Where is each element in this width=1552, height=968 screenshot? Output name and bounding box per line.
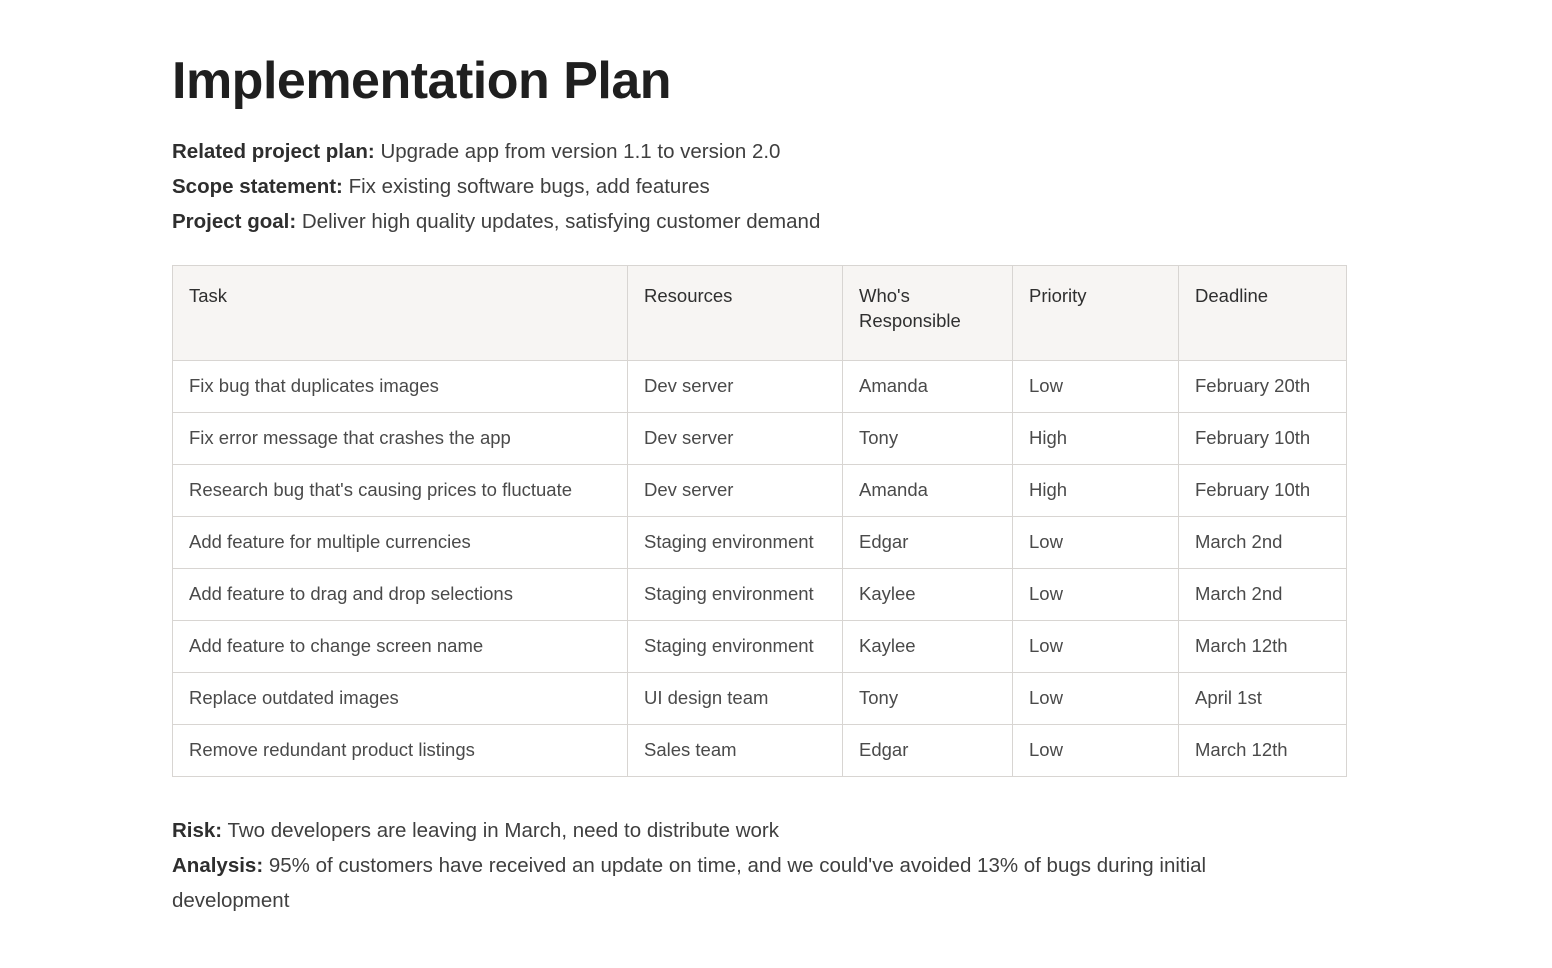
cell-resources: UI design team <box>628 672 843 724</box>
table-row <box>173 620 1347 672</box>
cell-task: Add feature to drag and drop selections <box>173 568 628 620</box>
column-header-task: Task <box>173 265 628 360</box>
meta-value: Upgrade app from version 1.1 to version 2.0 <box>380 139 781 163</box>
meta-label: Related project plan: <box>172 139 375 163</box>
cell-priority: Low <box>1013 516 1179 568</box>
table-row <box>173 724 1347 776</box>
cell-deadline: February 10th <box>1179 412 1347 464</box>
table-row <box>173 672 1347 724</box>
meta-line-project-goal <box>172 204 1372 239</box>
cell-priority: High <box>1013 464 1179 516</box>
cell-task: Fix bug that duplicates images <box>173 360 628 412</box>
meta-label: Scope statement: <box>172 174 343 198</box>
cell-priority: Low <box>1013 724 1179 776</box>
cell-task: Replace outdated images <box>173 672 628 724</box>
page-title: Implementation Plan <box>172 52 672 110</box>
table-row <box>173 360 1347 412</box>
cell-priority: Low <box>1013 360 1179 412</box>
cell-task: Remove redundant product listings <box>173 724 628 776</box>
cell-priority: Low <box>1013 672 1179 724</box>
footer-line-risk <box>172 813 1232 848</box>
cell-deadline: March 12th <box>1179 620 1347 672</box>
document-footer <box>172 813 1232 918</box>
table-row <box>173 412 1347 464</box>
cell-task: Research bug that's causing prices to fluctuate <box>173 464 628 516</box>
cell-resources: Staging environment <box>628 516 843 568</box>
cell-who-responsible: Edgar <box>843 724 1013 776</box>
table-body <box>173 360 1347 776</box>
column-header-priority: Priority <box>1013 265 1179 360</box>
cell-task: Fix error message that crashes the app <box>173 412 628 464</box>
table-header <box>173 265 1347 360</box>
table-header-row <box>173 265 1347 360</box>
cell-resources: Sales team <box>628 724 843 776</box>
footer-value: 95% of customers have received an update on time, and we could've avoided 13% of bugs during initial development <box>172 853 1207 912</box>
cell-priority: High <box>1013 412 1179 464</box>
cell-who-responsible: Amanda <box>843 464 1013 516</box>
cell-deadline: March 2nd <box>1179 516 1347 568</box>
cell-deadline: March 12th <box>1179 724 1347 776</box>
cell-task: Add feature for multiple currencies <box>173 516 628 568</box>
footer-line-analysis <box>172 848 1232 918</box>
cell-resources: Staging environment <box>628 620 843 672</box>
column-header-deadline: Deadline <box>1179 265 1347 360</box>
cell-task: Add feature to change screen name <box>173 620 628 672</box>
footer-label: Analysis: <box>172 853 264 877</box>
cell-deadline: April 1st <box>1179 672 1347 724</box>
table-row <box>173 516 1347 568</box>
cell-deadline: March 2nd <box>1179 568 1347 620</box>
cell-resources: Staging environment <box>628 568 843 620</box>
column-header-who-responsible: Who's Responsible <box>843 265 1013 360</box>
cell-who-responsible: Edgar <box>843 516 1013 568</box>
meta-line-related-project-plan <box>172 134 1372 169</box>
cell-deadline: February 20th <box>1179 360 1347 412</box>
meta-value: Deliver high quality updates, satisfying customer demand <box>301 209 821 233</box>
cell-who-responsible: Tony <box>843 412 1013 464</box>
cell-who-responsible: Kaylee <box>843 568 1013 620</box>
cell-resources: Dev server <box>628 464 843 516</box>
cell-deadline: February 10th <box>1179 464 1347 516</box>
table-row <box>173 568 1347 620</box>
meta-value: Fix existing software bugs, add features <box>348 174 710 198</box>
meta-label: Project goal: <box>172 209 297 233</box>
meta-line-scope-statement <box>172 169 1372 204</box>
cell-priority: Low <box>1013 620 1179 672</box>
footer-label: Risk: <box>172 818 223 842</box>
column-header-resources: Resources <box>628 265 843 360</box>
table-row <box>173 464 1347 516</box>
footer-value: Two developers are leaving in March, need to distribute work <box>227 818 779 842</box>
cell-who-responsible: Tony <box>843 672 1013 724</box>
cell-resources: Dev server <box>628 412 843 464</box>
cell-resources: Dev server <box>628 360 843 412</box>
document-meta <box>172 134 1372 239</box>
cell-who-responsible: Kaylee <box>843 620 1013 672</box>
implementation-plan-table <box>172 265 1347 777</box>
cell-priority: Low <box>1013 568 1179 620</box>
cell-who-responsible: Amanda <box>843 360 1013 412</box>
